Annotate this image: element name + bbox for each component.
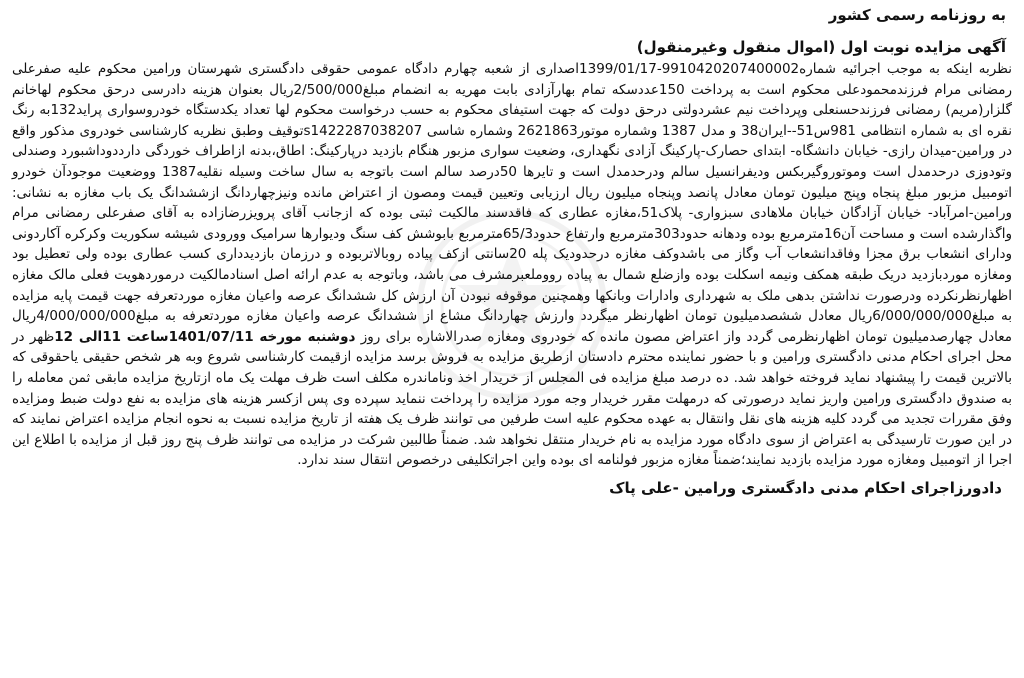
notice-body — [12, 59, 1012, 471]
auction-date-highlight: دوشنبه مورخه 1401/07/11ساعت 11الی 12 — [54, 328, 356, 345]
newspaper-title: به روزنامه رسمی کشور — [828, 6, 1006, 24]
notice-body-part1: نظربه اینکه به موجب اجرائیه شماره9910420207400002-1399/01/17اصداری از شعبه چهارم دادگاه عمومی حقوقی دادگستری شهرستان ورامین محکوم علیه صفرعلی رمضانی مرام فرزندمحمودعلی محکوم است به پرداخت 150عددسکه تمام بهارآزادی بابت مهریه به انضمام مبلغ2/500/000ریال بعنوان هزینه دادرسی درحق محکوم لهاخانم گلزار(مریم) رمضانی فرزندحسنعلی وپرداخت نیم عشردولتی درحق دولت که جهت استیفای محکوم به حسب درخواست محکوم لها تعداد یکدستگاه خودروسواری پراید132به رنگ نقره ای به شماره انتظامی 981س51--ایران38 و مدل 1387 وشماره موتور2621863 وشماره شاسی s1422287038207توقیف وطبق نظریه کارشناسی خودروی مذکور واقع در ورامین-میدان رازی- خیابان دانشگاه- ابتدای حصارک-پارکینگ آزادی نگهداری، وضعیت سواری مزبور هنگام بازدید درپارکینگ: اطاق،بدنه ازاطراف خوردگی دارددوداشبورد وصندلی وتودوزی درحدمدل است وموتوروگیربکس ودیفرانسیل سالم ودرحدمدل است و تایرها 50درصد سالم است باتوجه به سال ساخت وسیله نقلیه1387 ووضعیت موجودآن خودرو اتومبیل مزبور مبلغ پنجاه وپنج میلیون تومان معادل پانصد وپنجاه میلیون ریال ارزیابی وتعیین قیمت ومصون از اعتراض مانده ونیزچهاردانگ ازششدانگ یک باب مغازه به نشانی: ورامین-امرآباد- خیابان آزادگان خیابان ملاهادی سبزواری- پلاک51،مغازه عطاری که فاقدسند مالکیت ثبتی بوده که ازجانب آقای پرویزرضازاده به آقای صفرعلی رمضانی مرام واگذارشده است و مساحت آن16مترمربع بوده ودهانه حدود303مترمربع وارتفاع حدود65/3مترمربع بابوشش کف سنگ ودیوارها سرامیک وورودی شیشه سکوریت وکرکره آکاردونی ودارای انشعاب برق مجزا وفاقدانشعاب آب وگاز می باشدوکف مغازه درحدودیک پله 20سانتی ازکف پیاده روبالاتربوده و درزمان بازدیدداری کسب عطاری بوده ولی تعطیل بود ومغازه موردبازدید دریک طبقه همکف ونیمه اسکلت بوده وازضلع شمال به پیاده رووملعبرمشرف می باشد، وباتوجه به عدم ارائه اصل اسنادمالکیت درموردهویت فعلی مالک مغازه اظهارنظرنکرده ودرصورت نداشتن بدهی ملک به شهرداری وادارات وبانکها وهمچنین موقوفه نبودن آن ارزش کل ششدانگ عرصه واعیان مغازه موردتعرفه جهت قیمت پایه مزایده به مبلغ6/000/000/000ریال معادل ششصدمیلیون تومان اظهارنظر میگردد وارزش چهاردانگ مشاع از ششدانگ عرصه واعیان مغازه موردتعرفه به مبلغ4/000/000/000ریال معادل چهارصدمیلیون تومان اظهارنظرمی گردد واز اعتراض مصون مانده که خودروی ومغازه صدرالاشاره برای روز — [12, 61, 1013, 345]
notice-body-part2: ظهر در محل اجرای احکام مدنی دادگستری ورامین و با حضور نماینده محترم دادستان ازطریق مزایده به فروش برسد مزایده ازقیمت کارشناسی شروع وبه هر شخص حقیقی یاحقوقی که بالاترین قیمت را پیشنهاد نماید فروخته خواهد شد. ده درصد مبلغ مزایده فی المجلس از خریدار اخذ وناماندره مکلف است ظرف مهلت یک ماه ازتاریخ مزایده مابقی ثمن معامله را به صندوق دادگستری ورامین واریز نماید درصورتی که درمهلت مقرر خریدار وجه مورد مزایده را پرداخت ننماید سپرده وی پس ازکسر هزینه های مزایده به نفع دولت ضبط ومزایده وفق مقررات تجدید می گردد کلیه هزینه های نقل وانتقال به عهده محکوم علیه است طرفین می توانند ظرف یک هفته از تاریخ مزایده نسبت به نحوه انجام مزایده اعتراض نمایند که در این صورت تارسیدگی به اعتراض از سوی دادگاه مورد مزایده به نام خریدار منتقل نخواهد شد. ضمناً طالبین شرکت در مزایده می توانند ظرف پنج روز قبل از مزایده با اطلاع این اجرا از اتومبیل ومغازه مورد مزایده بازدید نمایند؛ضمناً مغازه مزبور فولنامه ای بوده واین اجراتکلیفی درخصوص انتقال سند ندارد. — [12, 328, 1012, 469]
signature: دادورزاجرای احکام مدنی دادگستری ورامین -علی پاک — [609, 478, 1002, 497]
notice-title: آگهی مزایده نوبت اول (اموال منقول وغیرمنقول) — [636, 38, 1006, 56]
